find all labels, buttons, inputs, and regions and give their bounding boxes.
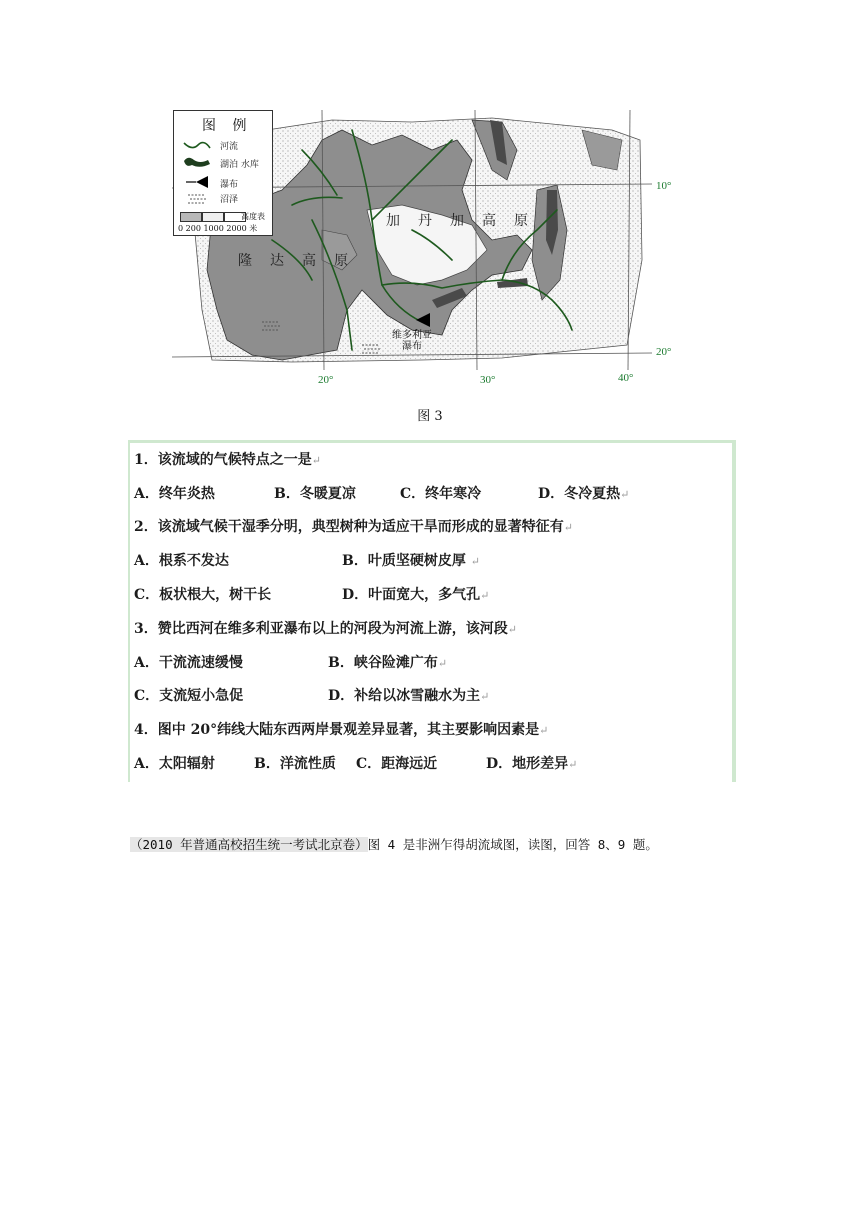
q4-option-d[interactable]: D．地形差异↵	[486, 756, 578, 772]
question-block	[128, 440, 736, 782]
q3-option-d[interactable]: D．补给以冰雪融水为主↵	[328, 688, 490, 704]
question-4-stem: 4．图中 20°纬线大陆东西两岸景观差异显著，其主要影响因素是↵	[134, 722, 549, 738]
q2-option-c[interactable]: C．板状根大，树干长	[134, 587, 272, 603]
lon-20-label: 20°	[318, 374, 334, 386]
map-legend	[173, 110, 273, 236]
legend-river-label: 河流	[220, 142, 239, 152]
q1-option-a[interactable]: A．终年炎热	[134, 486, 215, 502]
scale-swatch-low	[180, 212, 202, 222]
lat-10-label: 10°	[656, 180, 672, 192]
q2-option-b[interactable]: B．叶质坚硬树皮厚 ↵	[342, 553, 480, 569]
legend-lake-label: 湖泊 水库	[220, 160, 259, 170]
source-line	[130, 835, 658, 853]
q4-option-b[interactable]: B．洋流性质	[254, 756, 336, 772]
lat-20-label: 20°	[656, 346, 672, 358]
q1-option-c[interactable]: C．终年寒冷	[400, 486, 482, 502]
waterfall-icon	[182, 175, 212, 189]
scale-title: 高度表	[241, 212, 265, 221]
q3-option-c[interactable]: C．支流短小急促	[134, 688, 244, 704]
source-instruction: 图 4 是非洲乍得胡流域图，读图，回答 8、9 题。	[367, 837, 658, 852]
legend-swamp-label: 沼泽	[220, 195, 239, 205]
plateau-lunda-label: 隆达高原	[238, 253, 366, 269]
victoria-falls-label: 维多利亚 瀑布	[392, 330, 432, 352]
question-1-stem: 1．该流域的气候特点之一是↵	[134, 452, 321, 468]
river-icon	[182, 139, 212, 151]
question-2-stem: 2．该流域气候干湿季分明，典型树种为适应干旱而形成的显著特征有↵	[134, 519, 573, 535]
legend-waterfall-label: 瀑布	[220, 180, 239, 190]
plateau-katanga-label: 加丹加高原	[386, 213, 546, 229]
q2-option-d[interactable]: D．叶面宽大，多气孔↵	[342, 587, 490, 603]
q3-option-a[interactable]: A．干流流速缓慢	[134, 655, 243, 671]
q2-option-a[interactable]: A．根系不发达	[134, 553, 229, 569]
scale-swatch-mid	[202, 212, 224, 222]
swamp-icon	[182, 192, 212, 204]
q1-option-b[interactable]: B．冬暖夏凉	[274, 486, 356, 502]
legend-title: 图 例	[202, 118, 253, 134]
question-3-stem: 3．赞比西河在维多利亚瀑布以上的河段为河流上游，该河段↵	[134, 621, 517, 637]
q1-option-d[interactable]: D．冬冷夏热↵	[538, 486, 630, 502]
figure-caption: 图 3	[417, 409, 443, 424]
lon-40-label: 40°	[618, 372, 634, 384]
lake-icon	[182, 155, 212, 169]
scale-values: 0 200 1000 2000 米	[178, 224, 258, 233]
lon-30-label: 30°	[480, 374, 496, 386]
source-exam-label: （2010 年普通高校招生统一考试北京卷）	[130, 837, 368, 852]
q4-option-a[interactable]: A．太阳辐射	[134, 756, 215, 772]
q3-option-b[interactable]: B．峡谷险滩广布↵	[328, 655, 448, 671]
q4-option-c[interactable]: C．距海远近	[356, 756, 438, 772]
